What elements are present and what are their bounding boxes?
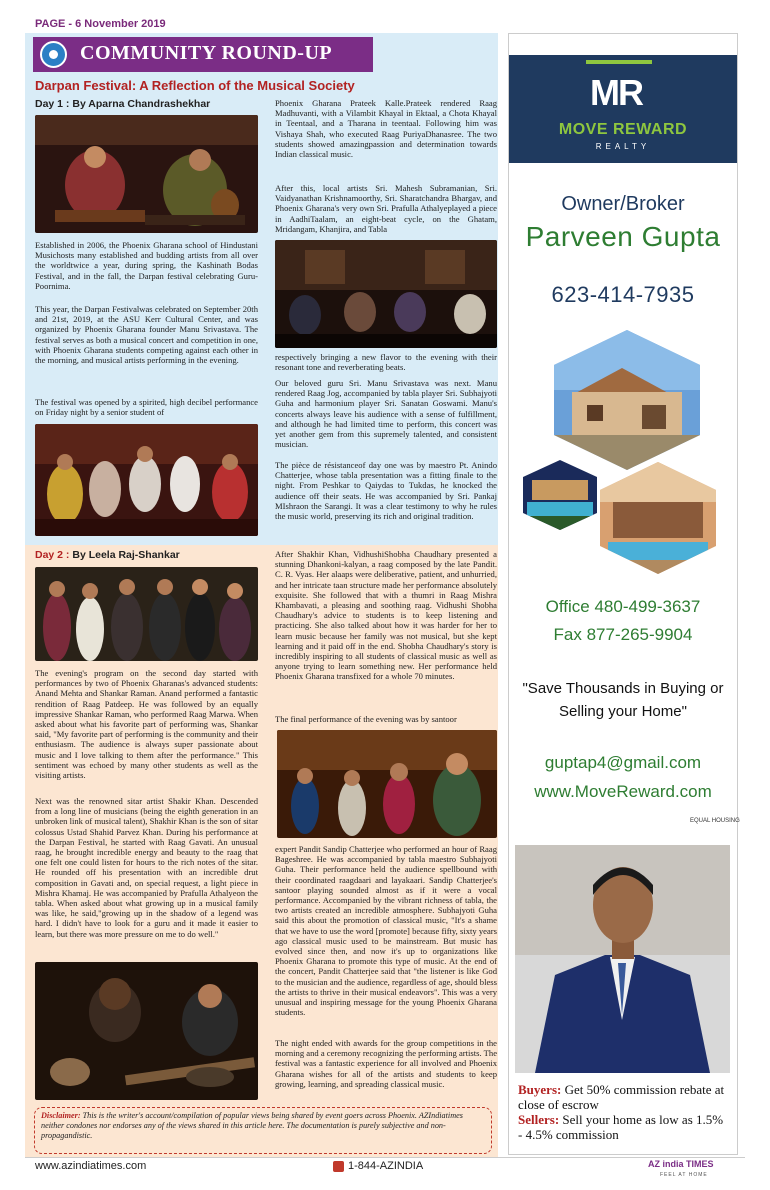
- section-title: COMMUNITY ROUND-UP: [80, 42, 333, 64]
- day2-paragraph-2: Next was the renowned sitar artist Shakir Khan. Descended from a long line of musicians (being the eighth generation in an unbroken link of musical talent), Shakhir Khan is the son of sitar colossus Ustad Shahid Parvez Khan. During his performance at the Darpan Festival, he started with Raag Gavati. An unusual raag, he brought incredible energy and beauty to the raag that one felt one could listen for hours to the rich notes of the sitar. He rounded off his presentation with an incredible drut composition in Gavati and, on special request, a light piece in Mishra Khamaj. He was accompanied by Prafulla Athalyeon the tabla. When asked about what growing up in a musical family was like, he said,"growing up in the shadow of a legend was hard. I didn't have to look for a guru and it made it easier to learn, but there was more pressure on me to do well.": [35, 796, 258, 939]
- disclaimer-box: [34, 1107, 492, 1154]
- ad-email[interactable]: guptap4@gmail.com: [544, 753, 702, 772]
- ad-sellers-text: Sell your home as low as 1.5% - 4.5% commission: [518, 1112, 724, 1142]
- page-label: PAGE - 6 November 2019: [35, 18, 166, 30]
- ad-realty: REALTY: [595, 142, 651, 151]
- phone-icon: [333, 1161, 344, 1172]
- article-headline: Darpan Festival: A Reflection of the Musical Society: [35, 78, 355, 93]
- day2-col2-paragraph-3: expert Pandit Sandip Chatterjee who performed an hour of Raag Bageshree. He was accompanied by tabla maestro Subhajyoti Guha. Their performance held the audience spellbound with their coordinated raagdaari and layakaari. Sandip Chatterjee's santoor playing sounded almost as if it were a vocal performance. Accompanied by the vibrant richness of tabla, the two artists created an incredible atmosphere. Subhajyoti Guha said this about the promotion of classical music, "It's a shame that we have to use the word [promote] because fifty, sixty years ago classical music used to be mainstream. But music has evolved since then, and now it's up to organizations like Phoenix Gharana to promote this type of music. At the end of the concert, Pandit Chatterjee said that "the listener is like God to the musician and the audience, regardless of age, should bless the artists to thrive in their musical endeavors". This was a very unusual and inspiring message for the young Phoenix Gharana students.: [275, 844, 497, 1018]
- day1-paragraph-1: Established in 2006, the Phoenix Gharana school of Hindustani Musichosts many established and budding artists from all over the worldtwice a year, during spring, the Kashinath Bodas Festival, and in the fall, the Darpan festival celebrating Guru-Poornima.: [35, 240, 258, 291]
- day1-photo-sitar-duo: [35, 115, 258, 233]
- ad-office-phone[interactable]: Office 480-499-3637: [545, 597, 701, 616]
- community-logo-icon: [40, 41, 67, 68]
- day2-paragraph-1: The evening's program on the second day started with performances by two of Phoenix Gharanas's advanced students: Anand Mehta and Shankar Raman. Anand performed a fantastic rendition of Raag Patdeep. He was followed by an equally impressive Shankar Raman, who performed Raag Marwa. When asked about what his favorite part of performing was, Shankar said, "My favorite part of performing is the community and their enthusiasm. The audience is always super passionate about music and I love talking to them after the performance." This sentiment was echoed by many other students as well as the visiting artists.: [35, 668, 258, 781]
- footer-phone[interactable]: 1-844-AZINDIA: [348, 1160, 424, 1172]
- ad-logo-letters: MR: [590, 72, 642, 113]
- footer-logo: AZ india TIMES: [648, 1159, 714, 1169]
- day2-col2-paragraph-4: The night ended with awards for the group competitions in the morning and a ceremony recognizing the performing artists. The festival was a fantastic experience for all involved and Phoenix Gharana wishes for all of the artists and students to keep growing, learning, and spreading classical music.: [275, 1038, 497, 1089]
- ad-sellers: [518, 1112, 725, 1142]
- ad-buyers-label: Buyers:: [518, 1082, 562, 1097]
- day2-col2-paragraph-1: After Shakhir Khan, VidhushiShobha Chaudhary presented a stunning Dhankoni-kalyan, a raag composed by the late Pandit. C. R. Vyas. Her alaaps were deliberative, patient, and unhurried, and her intricate taan structure made her performance absolutely exquisite. She followed that with a thumri in Raag Mishra Khambavati, a pleasing and soothing raag. Vidhushi Shobha Chaudhary's advice to students is to keep listening and practicing. She also talked about how it was harder for her to learn music because her family was not musical, but she kept learning and it paid off in the end. Shobha Chaudhary's story is incredibly inspiring to all students of classical music as well as anyone trying to learn something new. Her performance held Phoenix Gharana transfixed for a whole 70 minutes.: [275, 549, 497, 682]
- day1-col2-paragraph-4: Our beloved guru Sri. Manu Srivastava was next. Manu rendered Raag Jog, accompanied by tabla player Sri. Subhajyoti Guha and harmonium player Sri. Sanatan Goswami. Manu's concerts always leave his audience with a sense of fulfillment, and although he had limited time to perform, this concert was yet another gem from this supremely talented, and consistent musician.: [275, 378, 497, 450]
- equal-housing-icon: EQUAL HOUSING: [690, 818, 740, 824]
- day1-col2-paragraph-3: respectively bringing a new flavor to the evening with their resonant tone and reverberating beats.: [275, 352, 497, 373]
- day2-photo-sitar-tabla: [35, 962, 258, 1100]
- footer-website-link[interactable]: www.azindiatimes.com: [35, 1160, 147, 1172]
- day1-byline: [35, 98, 210, 110]
- day1-label: Day 1 :: [35, 98, 70, 110]
- ad-quote: [509, 677, 737, 723]
- disclaimer-label: Disclaimer:: [41, 1111, 81, 1120]
- ad-house-photo-pool: [522, 460, 598, 530]
- ad-phone[interactable]: 623-414-7935: [551, 282, 695, 307]
- ad-buyers: [518, 1082, 725, 1112]
- ad-quote-line-2: Selling your Home": [559, 703, 687, 720]
- ad-buyers-text: Get 50% commission rebate at close of escrow: [518, 1082, 725, 1112]
- day2-col2-paragraph-2: The final performance of the evening was by santoor: [275, 714, 457, 724]
- day2-photo-group: [35, 567, 258, 661]
- day2-photo-award-winners: [277, 730, 497, 838]
- disclaimer-text: This is the writer's account/compilation of popular views being shared by event goers across Phoenix. AZIndiatimes neither condones nor endorses any of the views shared in this article here. The documentation is purely subjective and non-propagandistic.: [41, 1111, 463, 1140]
- day1-paragraph-2: This year, the Darpan Festivalwas celebrated on September 20th and 21st, 2019, at the ASU Kerr Cultural Center, and was organized by Phoenix Gharana founder Manu Srivastava. The festival serves as both a musical concert and competition in one, with Phoenix Gharana students competing against each other in the morning, and musical artists performing in the evening.: [35, 304, 258, 366]
- day1-paragraph-3: The festival was opened by a spirited, high decibel performance on Friday night by a senior student of: [35, 397, 258, 418]
- ad-house-photo-main: [552, 330, 702, 470]
- ad-fax: Fax 877-265-9904: [553, 625, 693, 644]
- ad-owner-label: Owner/Broker: [561, 193, 685, 215]
- day1-col2-paragraph-1: Phoenix Gharana Prateek Kalle.Prateek rendered Raag Madhuvanti, with a Vilambit Khayal in Ektaal, a Chota Khayal in Teentaal, and a Tharana in teentaal. Following him was Vishaya Shah, who executed Raag PuriyaDhanasree. The two students showed amazingpassion and determination towards Indian classical music.: [275, 98, 497, 160]
- ad-agent-name: Parveen Gupta: [525, 221, 721, 252]
- day1-col2-paragraph-5: The pièce de résistanceof day one was by maestro Pt. Anindo Chatterjee, whose tabla presentation was a fitting finale to the night. From Peshkar to Qaiydas to Tukdas, he knocked the audience off their seats. He was accompanied by Sri. Pankaj MIshraon the Sarangi. It was a clear testimony to why he rules the music world, preserving its rich and original tradition.: [275, 460, 497, 522]
- day1-col2-paragraph-2: After this, local artists Sri. Mahesh Subramanian, Sri. Vaidyanathan Krishnamoorthy, Sri. Sharatchandra Bhargav, and Phoenix Gharana's very own Sri. Prafulla Athalyeplayed a piece in AadhiTaalam, an eight-beat cycle, on the Ghatam, Mridangam, Khanjira, and Tabla: [275, 183, 497, 234]
- day1-photo-ensemble: [35, 424, 258, 536]
- footer-divider: [25, 1157, 745, 1158]
- day1-author: By Aparna Chandrashekhar: [72, 98, 211, 110]
- ad-website[interactable]: www.MoveReward.com: [534, 782, 712, 801]
- day2-label: Day 2 :: [35, 549, 70, 561]
- ad-quote-line-1: "Save Thousands in Buying or: [522, 680, 724, 697]
- day1-photo-stage: [275, 240, 497, 348]
- day2-byline: [35, 549, 180, 561]
- ad-house-photo-patio: [598, 462, 718, 574]
- day2-author: By Leela Raj-Shankar: [72, 549, 180, 561]
- ad-promo-box: [514, 1078, 729, 1148]
- footer-logo-tagline: FEEL AT HOME: [660, 1172, 708, 1178]
- ad-agent-portrait: [515, 845, 730, 1073]
- ad-sellers-label: Sellers:: [518, 1112, 560, 1127]
- ad-brand: MOVE REWARD: [558, 121, 688, 138]
